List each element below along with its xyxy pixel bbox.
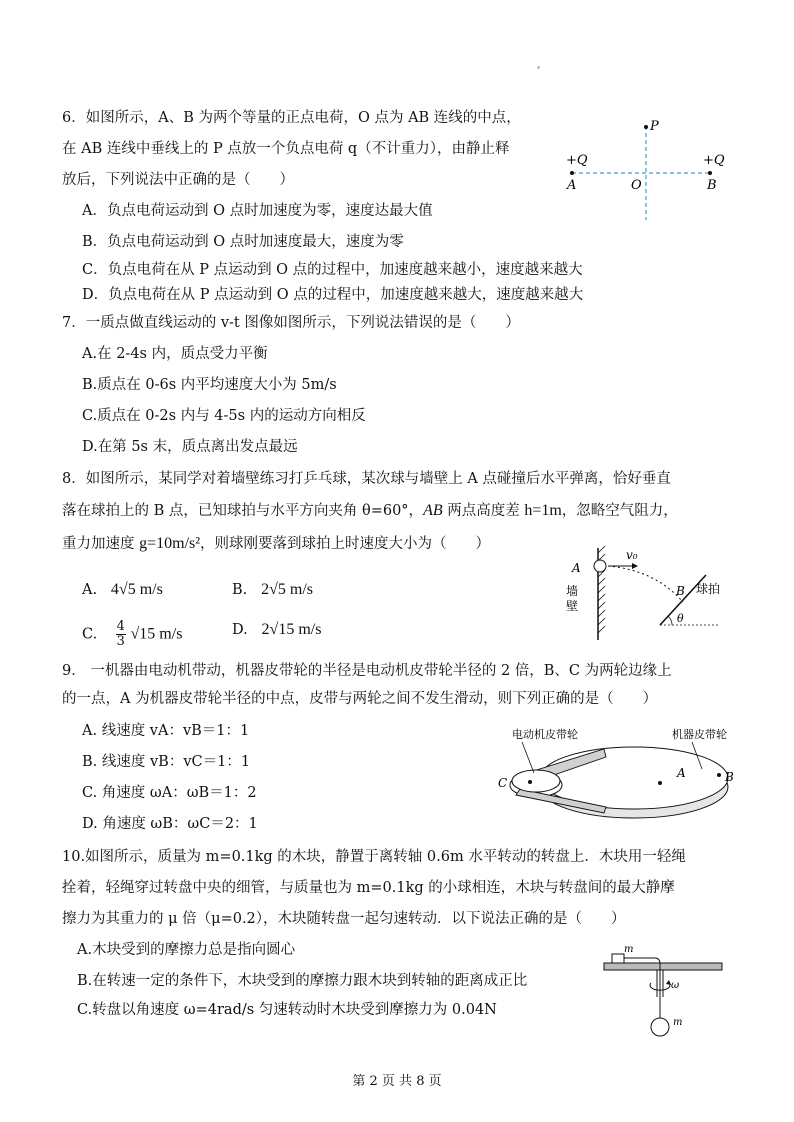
q8-stem-line3-a: 重力加速度: [62, 536, 140, 552]
q9-figure: [492, 725, 737, 820]
q10-stem-line3: 擦力为其重力的 μ 倍（μ=0.2），木块随转盘一起匀速转动．以下说法正确的是（ ）: [62, 911, 626, 927]
q6-stem-line1: 6．如图所示，A、B 为两个等量的正点电荷，O 点为 AB 连线的中点，: [62, 110, 521, 126]
q8-option-c: [82, 620, 182, 649]
q8-stem-line1: 8．如图所示，某同学对着墙壁练习打乒乓球，某次球与墙壁上 A 点碰撞后水平弹离，恰好垂直: [62, 471, 671, 487]
q8-label-wall2: 壁: [566, 599, 579, 613]
q8-option-a-letter: A.: [82, 582, 98, 598]
q8-label-wall1: 墙: [566, 584, 579, 598]
q8-label-b: B: [676, 584, 685, 598]
q8-ab: AB: [423, 502, 443, 519]
q7-option-d: D.在第 5s 末，质点离出发点最远: [82, 439, 298, 455]
q10-label-m2: m: [673, 1017, 683, 1028]
q9-stem-line2: 的一点，A 为机器皮带轮半径的中点，皮带与两轮之间不发生滑动，则下列正确的是（ ）: [62, 691, 658, 707]
q8-g: g=10m/s²: [139, 535, 201, 552]
q9-label-machine: 机器皮带轮: [672, 728, 727, 741]
q7-option-a: A.在 2-4s 内，质点受力平衡: [82, 346, 268, 362]
q10-option-c: C.转盘以角速度 ω=4rad/s 匀速转动时木块受到摩擦力为 0.04N: [77, 1002, 497, 1018]
q8-option-c-denominator: 3: [116, 634, 125, 649]
q8-stem-line3: [62, 534, 490, 554]
q9-stem-line1: 9． 一机器由电动机带动，机器皮带轮的半径是电动机皮带轮半径的 2 倍，B、C 为两轮边缘上: [62, 663, 672, 679]
q8-option-b-letter: B.: [232, 582, 248, 598]
q10-label-m1: m: [624, 944, 634, 955]
q8-option-a: [82, 580, 163, 600]
q6-label-b: B: [707, 178, 717, 193]
q8-option-c-value: √15 m/s: [130, 625, 183, 643]
q8-stem-line2-a: 落在球拍上的 B 点，已知球拍与水平方向夹角 θ=60°，: [62, 503, 424, 519]
q8-option-a-value: 4√5 m/s: [110, 581, 163, 598]
q6-option-d: D．负点电荷在从 P 点运动到 O 点的过程中，加速度越来越大，速度越来越大: [82, 287, 584, 303]
q8-option-c-numerator: 4: [116, 619, 125, 634]
page-footer: 第 2 页 共 8 页: [352, 1074, 442, 1089]
q10-option-a: A.木块受到的摩擦力总是指向圆心: [77, 942, 296, 958]
q8-stem-line2-e: ，忽略空气阻力，: [561, 503, 678, 519]
scan-dot: [537, 66, 540, 69]
q6-option-b: B．负点电荷运动到 O 点时加速度最大，速度为零: [82, 234, 404, 250]
q8-figure: [560, 545, 725, 645]
q9-label-c: C: [498, 776, 508, 790]
q6-stem-line2: 在 AB 连线中垂线上的 P 点放一个负点电荷 q（不计重力），由静止释: [62, 141, 510, 157]
q8-label-racket: 球拍: [696, 582, 721, 596]
q9-option-a: A. 线速度 vA：vB＝1：1: [82, 723, 250, 739]
q8-stem-line3-c: ，则球刚要落到球拍上时速度大小为（ ）: [200, 536, 491, 552]
q7-option-c: C.质点在 0-2s 内与 4-5s 内的运动方向相反: [82, 408, 366, 424]
q6-figure: [560, 112, 735, 222]
q6-option-a: A．负点电荷运动到 O 点时加速度为零，速度达最大值: [82, 203, 433, 219]
q6-label-qb: +Q: [703, 153, 725, 168]
q10-stem-line2: 拴着，轻绳穿过转盘中央的细管，与质量也为 m=0.1kg 的小球相连，木块与转盘间的最大静摩: [62, 880, 675, 896]
q8-option-c-fraction: [116, 620, 126, 649]
q8-label-a: A: [572, 561, 581, 575]
q6-option-c: C．负点电荷在从 P 点运动到 O 点的过程中，加速度越来越小，速度越来越大: [82, 262, 583, 278]
q8-label-v0: v₀: [626, 548, 638, 562]
q9-label-b: B: [725, 770, 734, 784]
q9-label-a: A: [677, 766, 686, 780]
q6-label-qa: +Q: [566, 153, 588, 168]
q6-label-o: O: [631, 178, 642, 193]
q6-label-p: P: [650, 119, 659, 134]
q7-stem: 7．一质点做直线运动的 v-t 图像如图所示，下列说法错误的是（ ）: [62, 315, 520, 331]
q8-option-d-letter: D.: [232, 622, 248, 638]
q8-option-b: [232, 580, 313, 600]
q8-stem-line2: [62, 501, 678, 521]
q8-option-d: [232, 620, 321, 640]
q9-option-c: C. 角速度 ωA：ωB＝1：2: [82, 785, 257, 801]
q8-option-d-value: 2√15 m/s: [261, 621, 322, 638]
q7-option-b: B.质点在 0-6s 内平均速度大小为 5m/s: [82, 377, 337, 393]
q6-stem-line3: 放后，下列说法中正确的是（ ）: [62, 172, 294, 188]
q8-label-theta: θ: [677, 612, 684, 625]
q9-option-b: B. 线速度 vB：vC＝1：1: [82, 754, 251, 770]
q10-stem-line1: 10.如图所示，质量为 m=0.1kg 的木块，静置于离转轴 0.6m 水平转动的转盘上．木块用一轻绳: [62, 849, 686, 865]
q8-stem-line2-c: 两点高度差: [442, 503, 525, 519]
q10-figure: [595, 940, 730, 1050]
q8-option-c-letter: C.: [82, 626, 98, 643]
q8-option-b-value: 2√5 m/s: [261, 581, 313, 598]
q9-label-motor: 电动机皮带轮: [512, 728, 578, 741]
q10-option-b: B.在转速一定的条件下，木块受到的摩擦力跟木块到转轴的距离成正比: [77, 973, 528, 989]
q8-h: h=1m: [524, 502, 562, 519]
q9-option-d: D. 角速度 ωB：ωC＝2：1: [82, 816, 258, 832]
q10-label-omega: ω: [671, 980, 680, 991]
q6-label-a: A: [567, 178, 577, 193]
